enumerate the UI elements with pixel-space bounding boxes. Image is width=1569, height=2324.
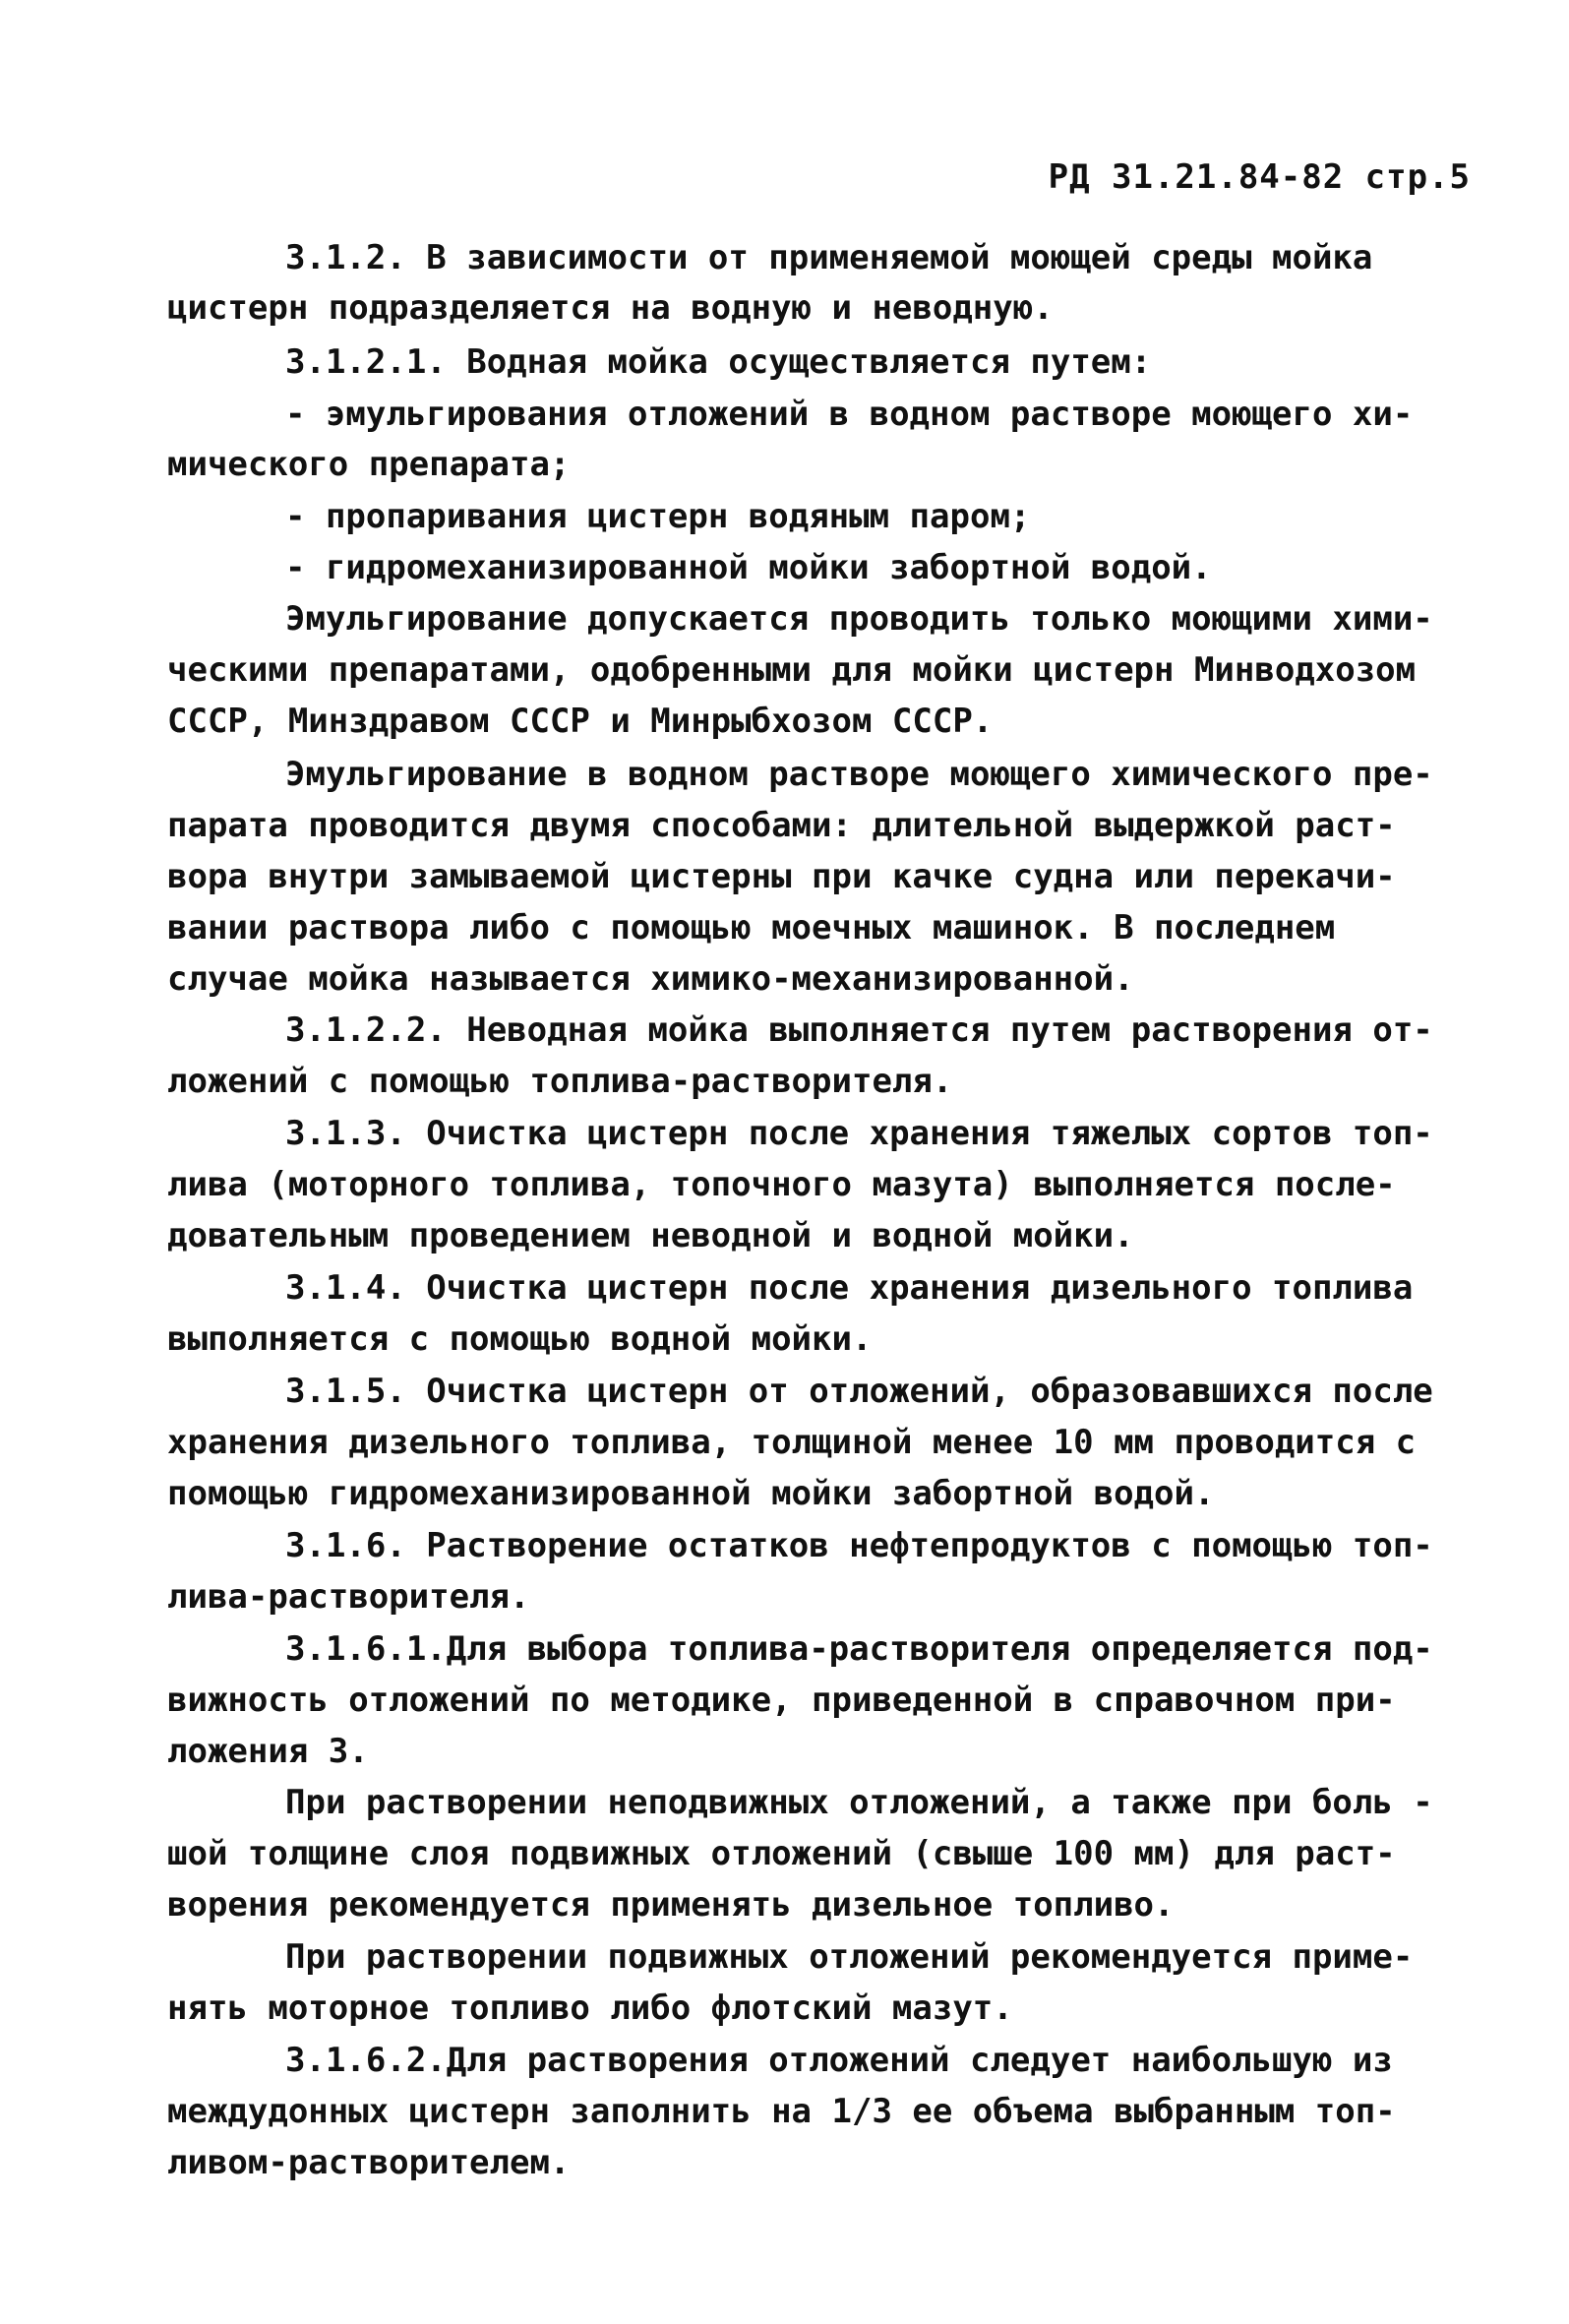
- text-line: 3.1.2. В зависимости от применяемой моющей среды мойка: [285, 238, 1373, 277]
- text-line: парата проводится двумя способами: длительной выдержкой раст-: [167, 806, 1396, 845]
- text-line: мического препарата;: [167, 445, 571, 484]
- text-line: случае мойка называется химико-механизированной.: [167, 959, 1134, 999]
- text-line: 3.1.6.2.Для растворения отложений следует наибольшую из: [285, 2041, 1393, 2080]
- text-line: 3.1.6. Растворение остатков нефтепродуктов с помощью топ-: [285, 1526, 1433, 1565]
- text-line: 3.1.6.1.Для выбора топлива-растворителя определяется под-: [285, 1629, 1433, 1669]
- text-line: 3.1.3. Очистка цистерн после хранения тяжелых сортов топ-: [285, 1114, 1433, 1153]
- text-line: нять моторное топливо либо флотский мазут.: [167, 1988, 1013, 2028]
- text-line: - эмульгирования отложений в водном растворе моющего хи-: [285, 395, 1414, 434]
- text-line: ческими препаратами, одобренными для мойки цистерн Минводхозом: [167, 650, 1417, 690]
- text-line: помощью гидромеханизированной мойки забортной водой.: [167, 1474, 1215, 1513]
- text-line: ложения 3.: [167, 1732, 369, 1771]
- text-line: лива-растворителя.: [167, 1577, 530, 1617]
- text-line: вании раствора либо с помощью моечных машинок. В последнем: [167, 908, 1336, 948]
- text-line: При растворении неподвижных отложений, а также при боль -: [285, 1783, 1433, 1822]
- text-line: - гидромеханизированной мойки забортной водой.: [285, 548, 1212, 587]
- text-line: вора внутри замываемой цистерны при качке судна или перекачи-: [167, 857, 1396, 896]
- text-line: Эмульгирование в водном растворе моющего химического пре-: [285, 755, 1433, 794]
- text-line: ливом-растворителем.: [167, 2143, 571, 2182]
- text-line: довательным проведением неводной и водной мойки.: [167, 1216, 1134, 1255]
- text-line: выполняется с помощью водной мойки.: [167, 1319, 873, 1359]
- text-line: лива (моторного топлива, топочного мазута) выполняется после-: [167, 1165, 1396, 1204]
- text-line: шой толщине слоя подвижных отложений (свыше 100 мм) для раст-: [167, 1834, 1396, 1873]
- text-line: 3.1.4. Очистка цистерн после хранения дизельного топлива: [285, 1268, 1414, 1308]
- text-line: междудонных цистерн заполнить на 1/3 ее объема выбранным топ-: [167, 2092, 1396, 2131]
- text-line: вижность отложений по методике, приведенной в справочном при-: [167, 1681, 1396, 1720]
- text-line: 3.1.2.1. Водная мойка осуществляется путем:: [285, 342, 1152, 382]
- text-line: цистерн подразделяется на водную и неводную.: [167, 288, 1054, 328]
- text-line: ворения рекомендуется применять дизельное топливо.: [167, 1885, 1175, 1925]
- text-line: При растворении подвижных отложений рекомендуется приме-: [285, 1937, 1414, 1977]
- text-line: Эмульгирование допускается проводить только моющими хими-: [285, 599, 1433, 639]
- text-line: - пропаривания цистерн водяным паром;: [285, 497, 1031, 536]
- text-line: 3.1.5. Очистка цистерн от отложений, образовавшихся после: [285, 1372, 1433, 1411]
- text-line: хранения дизельного топлива, толщиной менее 10 мм проводится с: [167, 1423, 1417, 1462]
- page-header: РД 31.21.84-82 стр.5: [1048, 157, 1471, 197]
- text-line: СССР, Минздравом СССР и Минрыбхозом СССР.: [167, 702, 994, 741]
- text-line: 3.1.2.2. Неводная мойка выполняется путем растворения от-: [285, 1010, 1433, 1050]
- text-line: ложений с помощью топлива-растворителя.: [167, 1062, 953, 1101]
